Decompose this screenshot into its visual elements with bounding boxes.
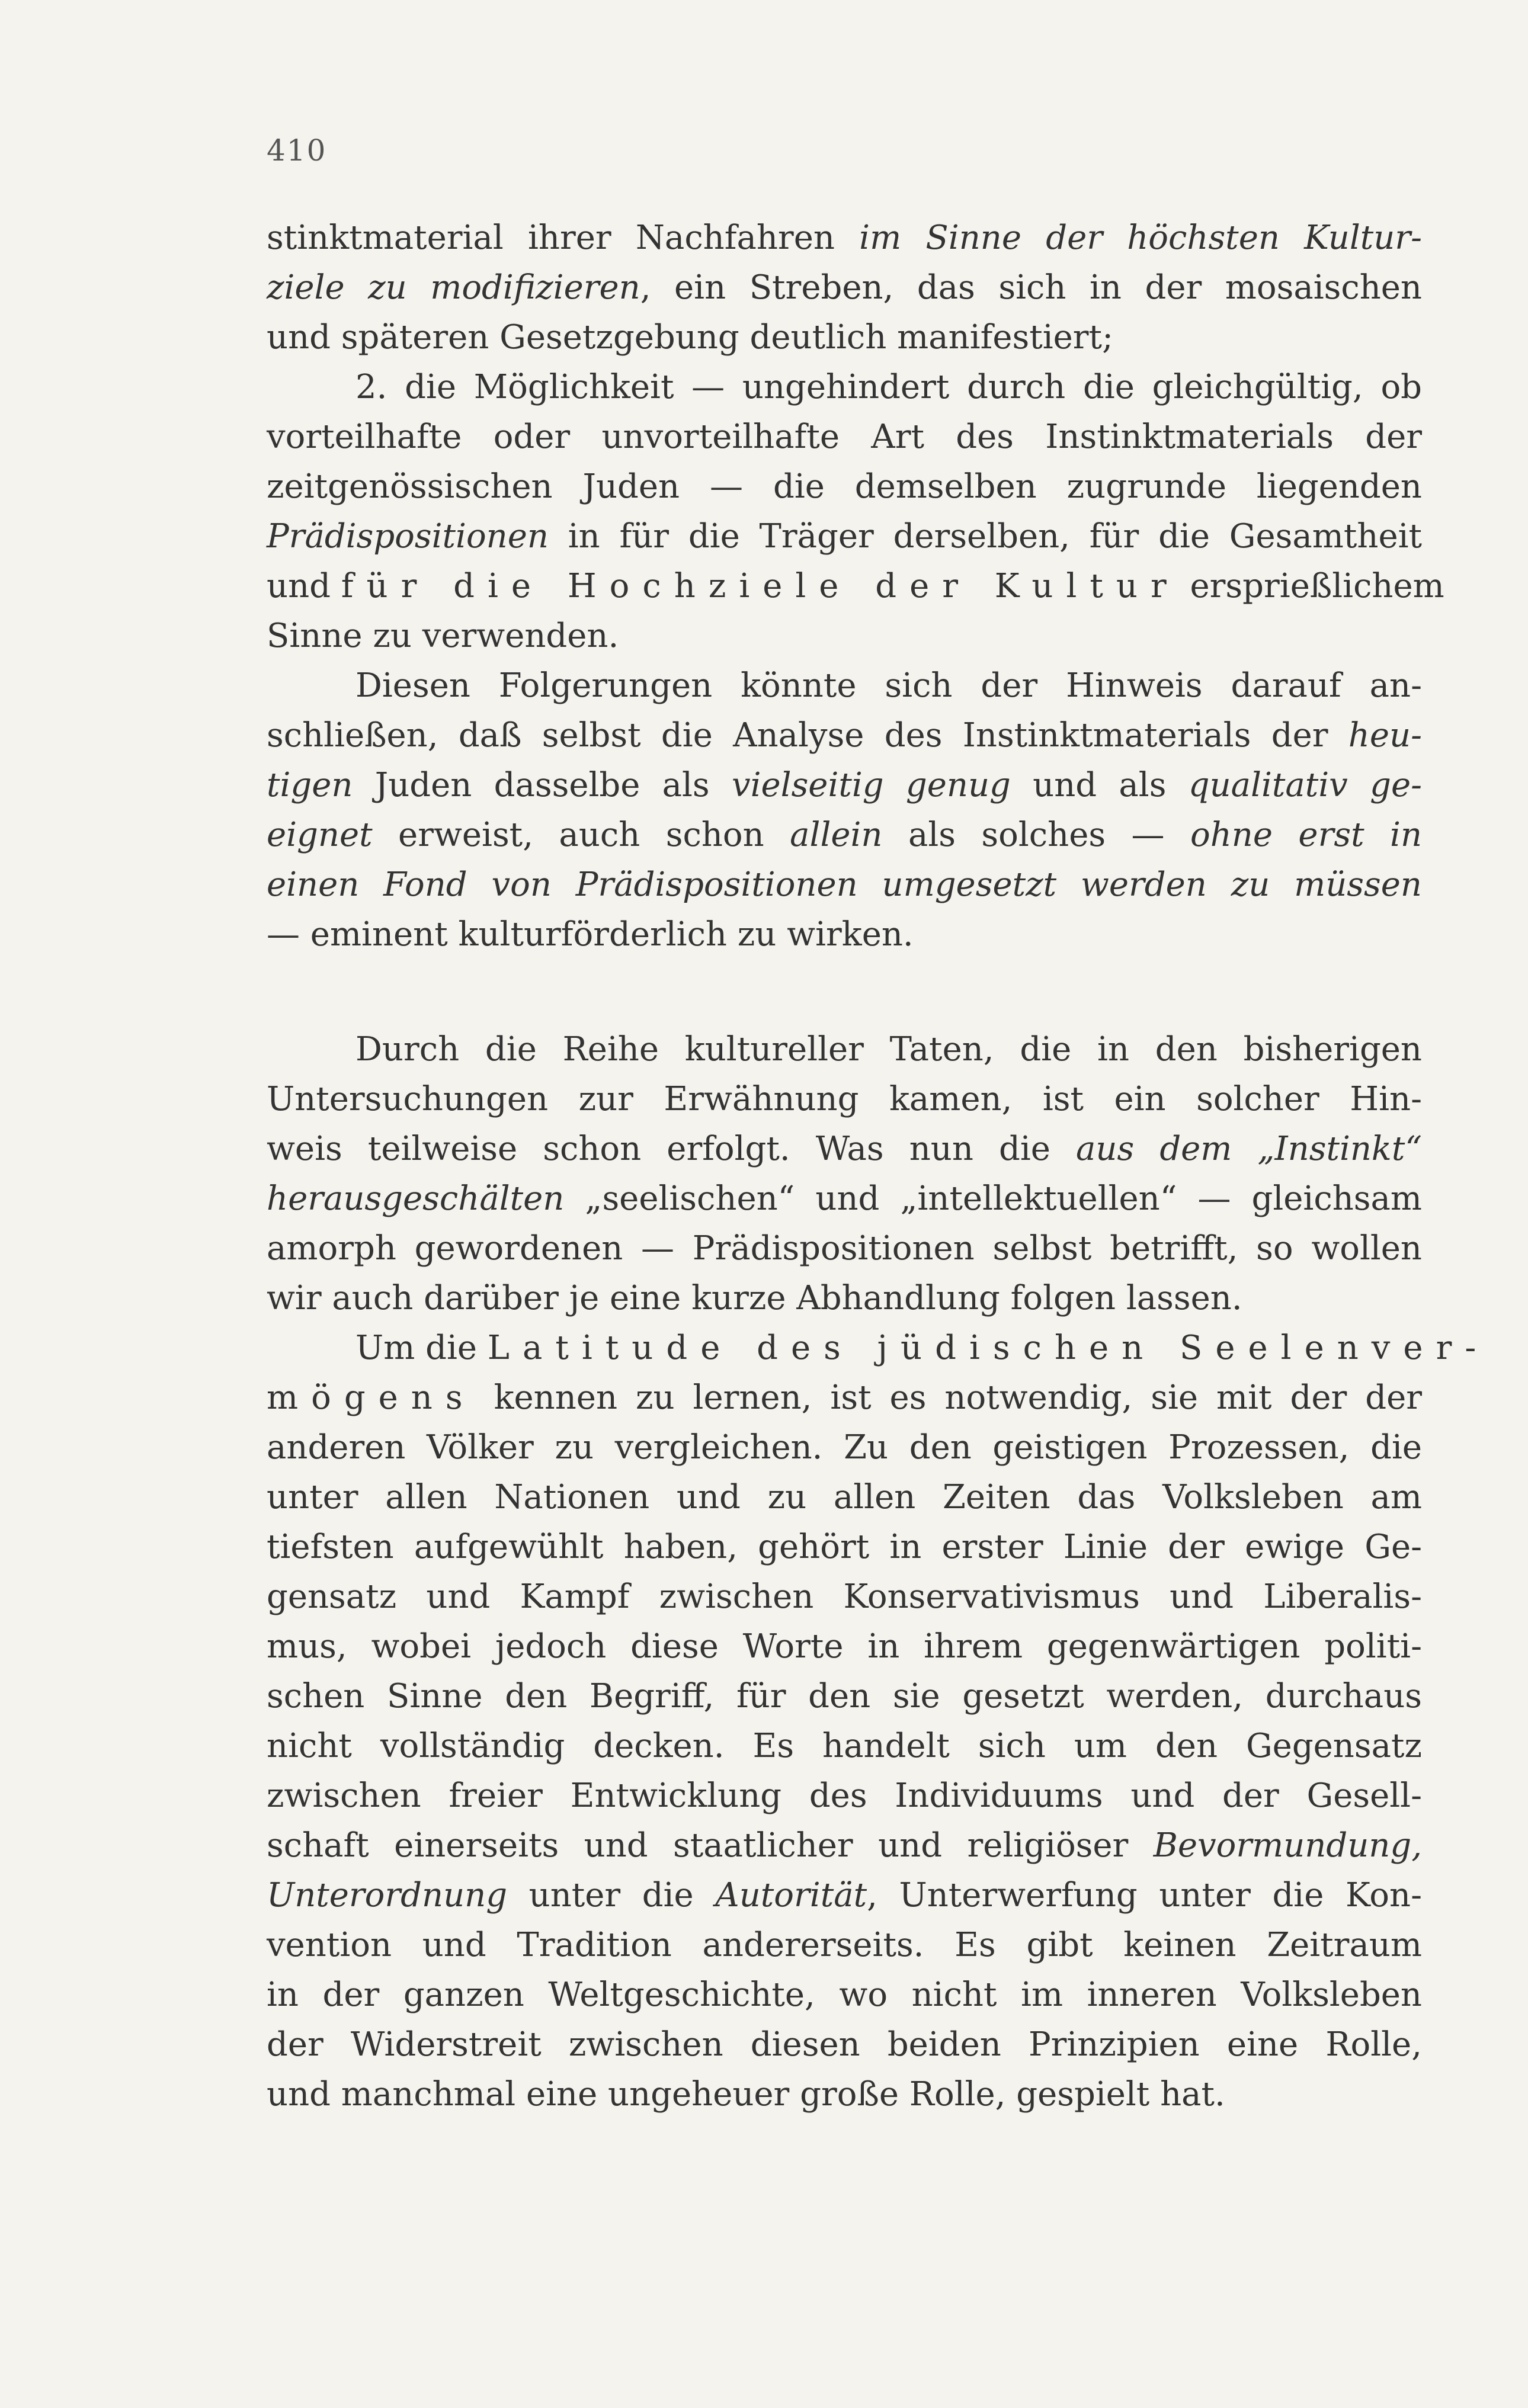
text-line bbox=[267, 711, 1422, 761]
text-line bbox=[267, 611, 1422, 661]
text-run: „seelischen“ und „intellektuellen“ — gleichsam bbox=[564, 1179, 1422, 1218]
text-run: Sinne zu verwenden. bbox=[267, 617, 619, 655]
text-run: schließen, daß selbst die Analyse des Instinktmaterials der bbox=[267, 716, 1348, 755]
text-line bbox=[267, 1522, 1422, 1572]
text-run: unter die bbox=[507, 1876, 716, 1915]
text-line bbox=[267, 363, 1422, 412]
text-line bbox=[267, 462, 1422, 512]
paragraph-block-2 bbox=[267, 1025, 1489, 2120]
text-run: und späteren Gesetzgebung deutlich manifestiert; bbox=[267, 318, 1113, 357]
text-line bbox=[267, 910, 1422, 960]
italic-text: eignet bbox=[267, 816, 373, 854]
italic-text: Bevormundung, bbox=[1153, 1826, 1422, 1865]
text-run: in der ganzen Weltgeschichte, wo nicht im inneren Volksleben bbox=[267, 1976, 1422, 2014]
text-run: Durch die Reihe kultureller Taten, die in den bisherigen bbox=[355, 1030, 1422, 1069]
text-run: zeitgenössischen Juden — die demselben zugrunde liegenden bbox=[267, 467, 1422, 506]
italic-text: im Sinne der höchsten Kultur- bbox=[859, 219, 1422, 257]
italic-text: Unterordnung bbox=[267, 1876, 508, 1915]
text-line bbox=[267, 1821, 1422, 1871]
text-run: und als bbox=[1010, 766, 1189, 804]
text-line bbox=[267, 412, 1422, 462]
text-line bbox=[267, 1672, 1422, 1721]
text-line bbox=[267, 263, 1422, 313]
italic-text: herausgeschälten bbox=[267, 1179, 565, 1218]
italic-text: aus dem „Instinkt“ bbox=[1076, 1130, 1422, 1168]
text-run: unter allen Nationen und zu allen Zeiten das Volksleben am bbox=[267, 1478, 1422, 1516]
text-line bbox=[267, 2070, 1422, 2120]
text-line bbox=[267, 2020, 1422, 2070]
text-run: vention und Tradition andererseits. Es gibt keinen Zeitraum bbox=[267, 1926, 1422, 1964]
text-line bbox=[267, 1373, 1422, 1423]
text-run: Juden dasselbe als bbox=[353, 766, 732, 804]
text-line bbox=[267, 1871, 1422, 1920]
text-line bbox=[267, 761, 1422, 810]
text-line bbox=[267, 1572, 1422, 1622]
text-run: — eminent kulturförderlich zu wirken. bbox=[267, 915, 914, 954]
text-line bbox=[267, 810, 1422, 860]
italic-text: heu- bbox=[1348, 716, 1422, 755]
italic-text: ohne erst in bbox=[1190, 816, 1423, 854]
text-line bbox=[267, 1771, 1422, 1821]
text-line bbox=[267, 562, 1444, 611]
text-line bbox=[267, 860, 1422, 910]
spaced-text: für die Hochziele der Kultur bbox=[341, 567, 1180, 605]
text-run: 2. die Möglichkeit — ungehindert durch die gleichgültig, ob bbox=[355, 368, 1422, 406]
text-line bbox=[267, 1920, 1422, 1970]
text-line bbox=[267, 512, 1422, 562]
text-line bbox=[267, 1224, 1422, 1274]
italic-text: qualitativ ge- bbox=[1188, 766, 1423, 804]
text-line bbox=[267, 1473, 1422, 1522]
italic-text: einen Fond von Prädispositionen umgesetzt werden zu müssen bbox=[267, 865, 1422, 904]
text-line bbox=[267, 1124, 1422, 1174]
text-run: gensatz und Kampf zwischen Konservativismus und Liberalis- bbox=[267, 1577, 1422, 1616]
text-run: weis teilweise schon erfolgt. Was nun die bbox=[267, 1130, 1077, 1168]
text-run: tiefsten aufgewühlt haben, gehört in erster Linie der ewige Ge- bbox=[267, 1528, 1422, 1566]
text-line bbox=[267, 313, 1422, 363]
spaced-text: mögens bbox=[267, 1378, 476, 1417]
text-run: Diesen Folgerungen könnte sich der Hinweis darauf an- bbox=[355, 666, 1422, 705]
text-run: Um die bbox=[355, 1329, 488, 1367]
text-line bbox=[267, 1274, 1422, 1323]
text-run: ersprießlichem bbox=[1179, 567, 1444, 605]
text-line bbox=[267, 1174, 1422, 1224]
page-number: 410 bbox=[267, 133, 327, 168]
italic-text: allein bbox=[790, 816, 883, 854]
spaced-text: Latitude des jüdischen Seelenver- bbox=[487, 1329, 1489, 1367]
italic-text: tigen bbox=[267, 766, 353, 804]
text-run: der Widerstreit zwischen diesen beiden Prinzipien eine Rolle, bbox=[267, 2025, 1422, 2064]
text-run: nicht vollständig decken. Es handelt sich um den Gegensatz bbox=[267, 1727, 1422, 1765]
text-run: stinktmaterial ihrer Nachfahren bbox=[267, 219, 860, 257]
text-run: und manchmal eine ungeheuer große Rolle, gespielt hat. bbox=[267, 2075, 1225, 2114]
text-run: und bbox=[267, 567, 341, 605]
text-line bbox=[267, 1721, 1422, 1771]
italic-text: vielseitig genug bbox=[731, 766, 1011, 804]
italic-text: Prädispositionen bbox=[267, 517, 549, 556]
text-run: zwischen freier Entwicklung des Individuums und der Gesell- bbox=[267, 1777, 1422, 1815]
italic-text: ziele zu modifizieren bbox=[267, 268, 640, 307]
paragraph-block-1 bbox=[267, 213, 1444, 960]
text-run: anderen Völker zu vergleichen. Zu den geistigen Prozessen, die bbox=[267, 1428, 1422, 1467]
text-run: , ein Streben, das sich in der mosaischen bbox=[640, 268, 1422, 307]
text-run: mus, wobei jedoch diese Worte in ihrem gegenwärtigen politi- bbox=[267, 1627, 1422, 1666]
italic-text: Autorität bbox=[715, 1876, 867, 1915]
text-run: als solches — bbox=[882, 816, 1190, 854]
text-run: kennen zu lernen, ist es notwendig, sie mit der der bbox=[475, 1378, 1422, 1417]
text-run: vorteilhafte oder unvorteilhafte Art des Instinktmaterials der bbox=[267, 418, 1422, 456]
text-line bbox=[267, 1075, 1422, 1124]
text-run: Untersuchungen zur Erwähnung kamen, ist ein solcher Hin- bbox=[267, 1080, 1422, 1118]
text-line bbox=[267, 1622, 1422, 1672]
text-run: wir auch darüber je eine kurze Abhandlung folgen lassen. bbox=[267, 1279, 1242, 1317]
text-line bbox=[267, 1423, 1422, 1473]
text-line bbox=[267, 213, 1422, 263]
text-line bbox=[267, 1970, 1422, 2020]
text-run: amorph gewordenen — Prädispositionen selbst betrifft, so wollen bbox=[267, 1229, 1422, 1268]
text-line bbox=[267, 661, 1422, 711]
text-run: in für die Träger derselben, für die Gesamtheit bbox=[548, 517, 1422, 556]
text-line bbox=[267, 1025, 1422, 1075]
text-run: erweist, auch schon bbox=[372, 816, 790, 854]
text-run: , Unterwerfung unter die Kon- bbox=[867, 1876, 1422, 1915]
text-run: schen Sinne den Begriff, für den sie gesetzt werden, durchaus bbox=[267, 1677, 1422, 1716]
text-run: schaft einerseits und staatlicher und religiöser bbox=[267, 1826, 1154, 1865]
text-line bbox=[267, 1323, 1489, 1373]
